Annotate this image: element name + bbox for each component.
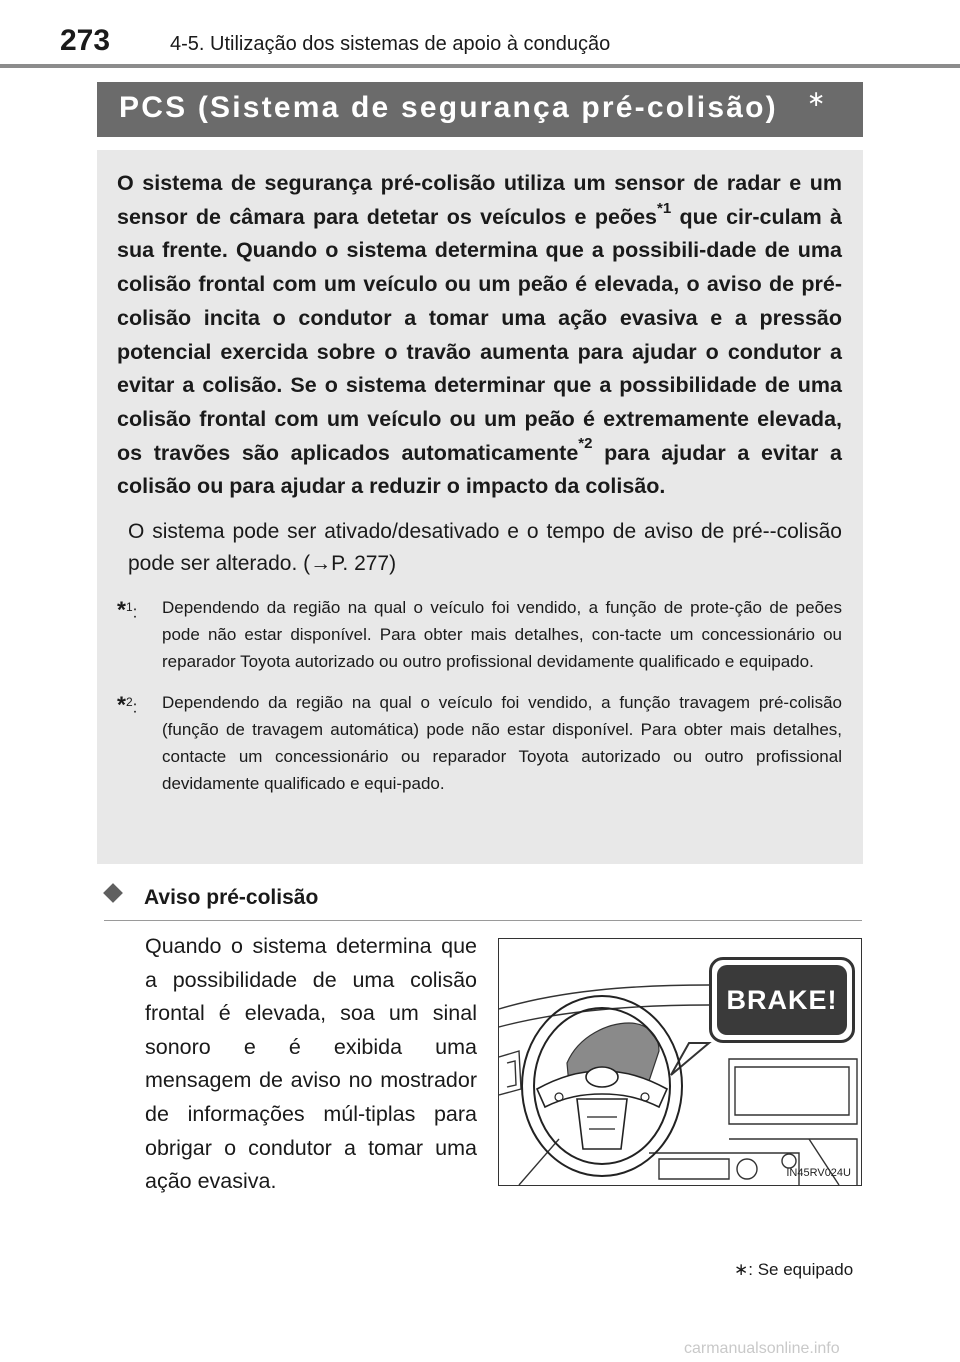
footnote-reference-2: *2 (578, 435, 593, 453)
settings-note: O sistema pode ser ativado/desativado e o tempo de aviso de pré--colisão pode ser alterado. (→P. 277) (128, 520, 842, 576)
footnote-number: 1 (125, 600, 133, 615)
intro-text-part-3: para ajudar a evitar a colisão ou para ajudar a reduzir o impacto da colisão. (117, 440, 842, 499)
figure-code: IN45RV024U (786, 1167, 851, 1179)
section-banner (97, 82, 863, 137)
footnote-text: Dependendo da região na qual o veículo foi vendido, a função travagem pré-colisão (função de travagem automática) pode não estar disponível. Para obter mais detalhes, contacte um concessionário ou reparador Toyota autorizado ou outro profissional devidamente qualificado e equi-pado. (162, 693, 842, 794)
footnote-star: * (117, 691, 126, 718)
page-header (0, 0, 960, 70)
watermark: carmanualsonline.info (684, 1340, 840, 1357)
footnote-number: 2 (125, 695, 133, 710)
intro-paragraph (117, 167, 842, 504)
chapter-title: 4-5. Utilização dos sistemas de apoio à condução (170, 33, 611, 55)
diamond-icon (103, 883, 123, 903)
footnote-marker (117, 689, 137, 721)
equipped-footnote: ∗: Se equipado (734, 1260, 854, 1279)
brake-warning-message: BRAKE! (717, 965, 847, 1035)
warning-description: Quando o sistema determina que a possibilidade de uma colisão frontal é elevada, soa um sinal sonoro e é exibida uma mensagem de aviso no mostrador de informações múl-tiplas para obrigar o condutor a tomar uma ação evasiva. (145, 934, 477, 1194)
subsection-title: Aviso pré-colisão (144, 886, 319, 909)
dashboard-illustration (498, 938, 862, 1186)
subsection-header (104, 880, 862, 921)
footnote-star: * (117, 596, 126, 623)
footnote-reference-1: *1 (657, 199, 672, 217)
footnote-separator: : (132, 697, 138, 717)
footnote-text: Dependendo da região na qual o veículo foi vendido, a função de prote-ção de peões pode não estar disponível. Para obter mais detalhes, con-tacte um concessionário ou reparador Toyota autorizado ou outro profissional devidamente qualificado e equipado. (162, 598, 842, 672)
header-divider (0, 64, 960, 68)
intro-text-part-1: O sistema de segurança pré-colisão utiliza um sensor de radar e um sensor de câmara para detetar os veículos e peões (117, 171, 842, 229)
intro-text-part-2: que cir-culam à sua frente. Quando o sistema determina que a possibili-dade de uma colisão frontal com um veículo ou um peão é elevada, o aviso de pré-colisão incita o condutor a tomar uma ação evasiva e a pressão potencial exercida sobre o travão aumenta para ajudar o condutor a evitar a colisão. Se o sistema determinar que a possibilidade de uma colisão frontal com um veículo ou um peão é extremamente elevada, os travões são aplicados automaticamente (117, 204, 842, 465)
section-title: PCS (Sistema de segurança pré-colisão) (119, 91, 778, 124)
footnote-1 (117, 594, 842, 675)
intro-box (97, 150, 863, 864)
footnote-separator: : (132, 602, 138, 622)
footnote-marker (117, 594, 137, 626)
page-number: 273 (60, 24, 111, 57)
brake-warning-callout (709, 957, 855, 1043)
footnote-2 (117, 689, 842, 797)
optional-equipment-marker: ∗ (807, 86, 826, 111)
